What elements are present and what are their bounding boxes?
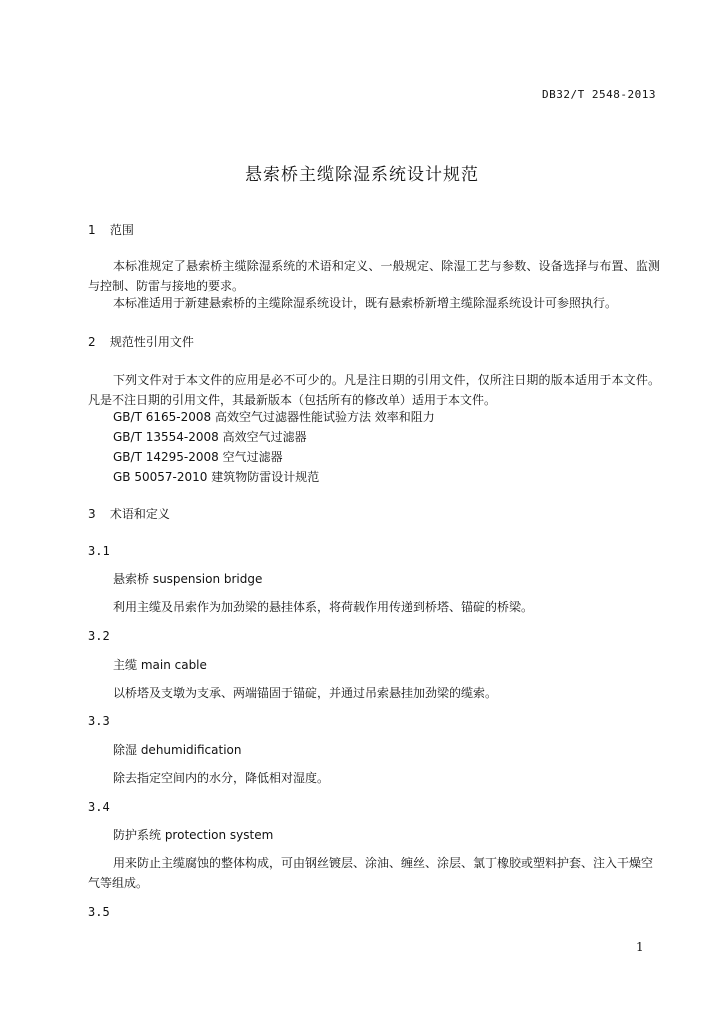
section-title: 术语和定义	[109, 507, 170, 521]
section-number: 1	[88, 223, 96, 237]
term-definition: 以桥塔及支墩为支承、两端锚固于锚碇，并通过吊索悬挂加劲梁的缆索。	[113, 686, 498, 700]
term-number: 3.1	[88, 544, 110, 558]
section-heading-normative-references	[88, 333, 194, 350]
section-number: 2	[88, 335, 96, 349]
section-title: 范围	[109, 223, 134, 237]
term-number: 3.2	[88, 629, 110, 643]
paragraph: 本标准适用于新建悬索桥的主缆除湿系统设计，既有悬索桥新增主缆除湿系统设计可参照执行。	[113, 296, 618, 310]
term-name: 悬索桥 suspension bridge	[113, 572, 263, 586]
term-number: 3.5	[88, 905, 110, 919]
term-definition: 利用主缆及吊索作为加劲梁的悬挂体系，将荷载作用传递到桥塔、锚碇的桥梁。	[113, 600, 534, 614]
document-title: 悬索桥主缆除湿系统设计规范	[245, 165, 479, 185]
paragraph: 下列文件对于本文件的应用是必不可少的。凡是注日期的引用文件，仅所注日期的版本适用于本文件。凡是不注日期的引用文件，其最新版本（包括所有的修改单）适用于本文件。	[88, 373, 660, 407]
term-number: 3.4	[88, 800, 110, 814]
term-definition: 用来防止主缆腐蚀的整体构成，可由钢丝镀层、涂油、缠丝、涂层、氯丁橡胶或塑料护套、注入干燥空气等组成。	[88, 856, 654, 890]
reference-item: GB/T 14295-2008 空气过滤器	[113, 450, 283, 464]
term-definition: 除去指定空间内的水分，降低相对湿度。	[113, 771, 330, 785]
paragraph: 本标准规定了悬索桥主缆除湿系统的术语和定义、一般规定、除湿工艺与参数、设备选择与布置、监测与控制、防雷与接地的要求。	[88, 259, 660, 293]
section-heading-terms	[88, 505, 170, 522]
standard-code: DB32/T 2548-2013	[542, 88, 656, 101]
term-number: 3.3	[88, 714, 110, 728]
page-number: 1	[636, 940, 644, 954]
section-number: 3	[88, 507, 96, 521]
term-name: 主缆 main cable	[113, 658, 207, 672]
reference-item: GB/T 13554-2008 高效空气过滤器	[113, 430, 307, 444]
section-heading-scope	[88, 221, 134, 238]
reference-item: GB/T 6165-2008 高效空气过滤器性能试验方法 效率和阻力	[113, 410, 435, 424]
term-name: 防护系统 protection system	[113, 828, 274, 842]
term-name: 除湿 dehumidification	[113, 743, 242, 757]
reference-item: GB 50057-2010 建筑物防雷设计规范	[113, 470, 320, 484]
section-title: 规范性引用文件	[109, 335, 194, 349]
